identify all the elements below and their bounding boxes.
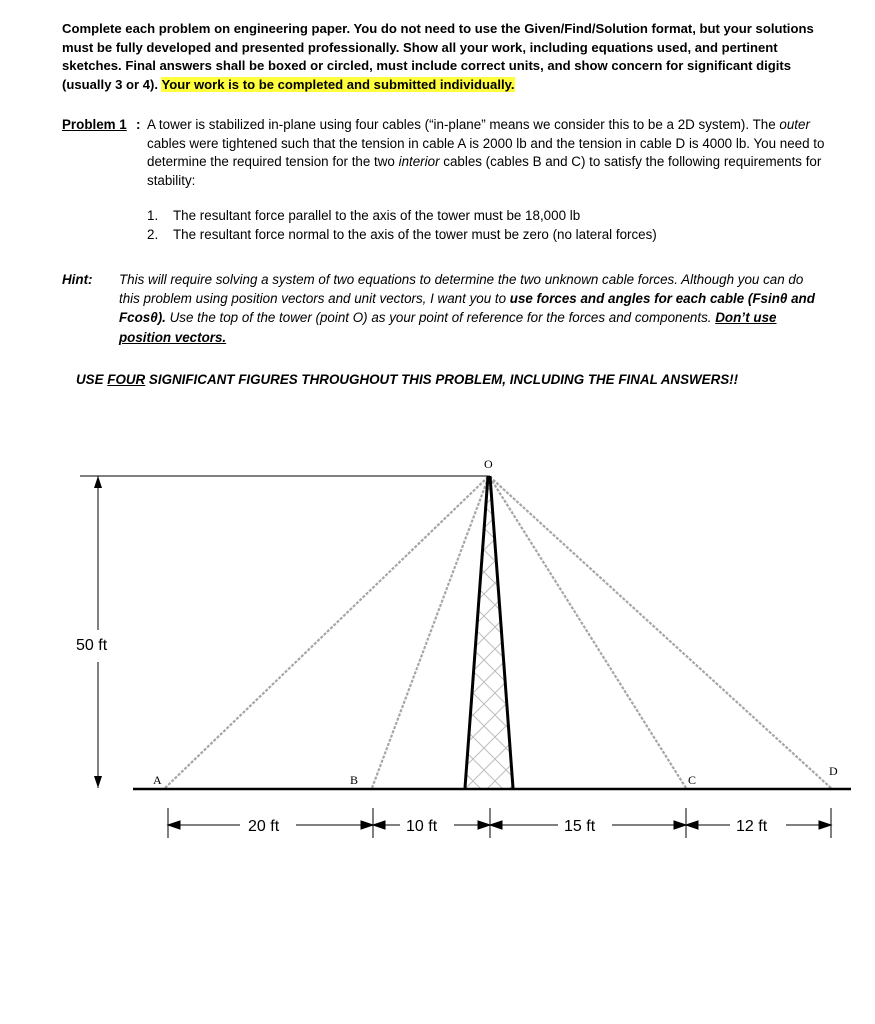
arrow-head — [361, 821, 373, 829]
hint-underlined: Don’t use position vectors. — [119, 310, 777, 345]
arrow-head — [674, 821, 686, 829]
point-c-label: C — [688, 773, 697, 787]
arrow-head — [490, 821, 502, 829]
hint-label: Hint: — [62, 272, 93, 287]
tower-lattice — [465, 476, 513, 788]
dim-cd-label: 12 ft — [736, 818, 768, 835]
instructions-text: Complete each problem on engineering paper. You do not need to use the Given/Find/Solution format, but your solutions must be fully developed and presented professionally. Show all your work, including equations used, and pertinent sketches. Final answers shall be boxed or circled, must include correct units, and show concern for significant digits (usually 3 or 4). — [62, 21, 814, 92]
arrow-head — [168, 821, 180, 829]
point-b-label: B — [350, 773, 359, 787]
hint-bold: use forces and angles for each cable (Fsinθ and Fcosθ). — [119, 291, 815, 326]
point-a-label: A — [153, 773, 162, 787]
arrow-head — [478, 821, 490, 829]
outer-word: outer — [779, 117, 810, 132]
point-o-label: O — [484, 457, 493, 471]
arrow-head — [373, 821, 385, 829]
cable-d — [489, 476, 831, 788]
height-label: 50 ft — [76, 637, 108, 654]
interior-word: interior — [398, 154, 440, 170]
problem-label: Problem 1 — [62, 117, 127, 132]
point-d-label: D — [829, 764, 838, 778]
arrow-head — [686, 821, 698, 829]
dim-ab-label: 20 ft — [248, 818, 280, 835]
height-arrow-down — [94, 776, 102, 788]
problem-label-colon: : — [136, 117, 141, 132]
hint-body: This will require solving a system of two equations to determine the two unknown cable forces. Although you can do this problem using position vectors and unit vectors, I want you to use forces and angles for each cable (Fsinθ and Fcosθ). Use the top of the tower (point O) as your point of reference for the forces and components. Don’t use position vectors. — [119, 272, 815, 345]
dim-oc-label: 15 ft — [564, 818, 596, 835]
cable-c — [489, 476, 686, 788]
individual-work-highlight: Your work is to be completed and submitted individually. — [161, 76, 515, 92]
cable-a — [165, 476, 489, 788]
dim-bo-label: 10 ft — [406, 818, 438, 835]
problem-body: A tower is stabilized in-plane using four cables (“in-plane” means we consider this to be a 2D system). The outer cables were tightened such that the tension in cable A is 2000 lb and the tension in cable D is 4000 lb. You need to determine the required tension for the two interior cables (cables B and C) to satisfy the following requirements for stability: — [147, 117, 825, 188]
requirement-item: 1. The resultant force parallel to the axis of the tower must be 18,000 lb — [147, 208, 581, 223]
arrow-head — [819, 821, 831, 829]
height-arrow-up — [94, 476, 102, 488]
requirement-item: 2. The resultant force normal to the axis of the tower must be zero (no lateral forces) — [147, 227, 657, 242]
significant-figures-note: USE FOUR SIGNIFICANT FIGURES THROUGHOUT THIS PROBLEM, INCLUDING THE FINAL ANSWERS!! — [76, 372, 739, 387]
